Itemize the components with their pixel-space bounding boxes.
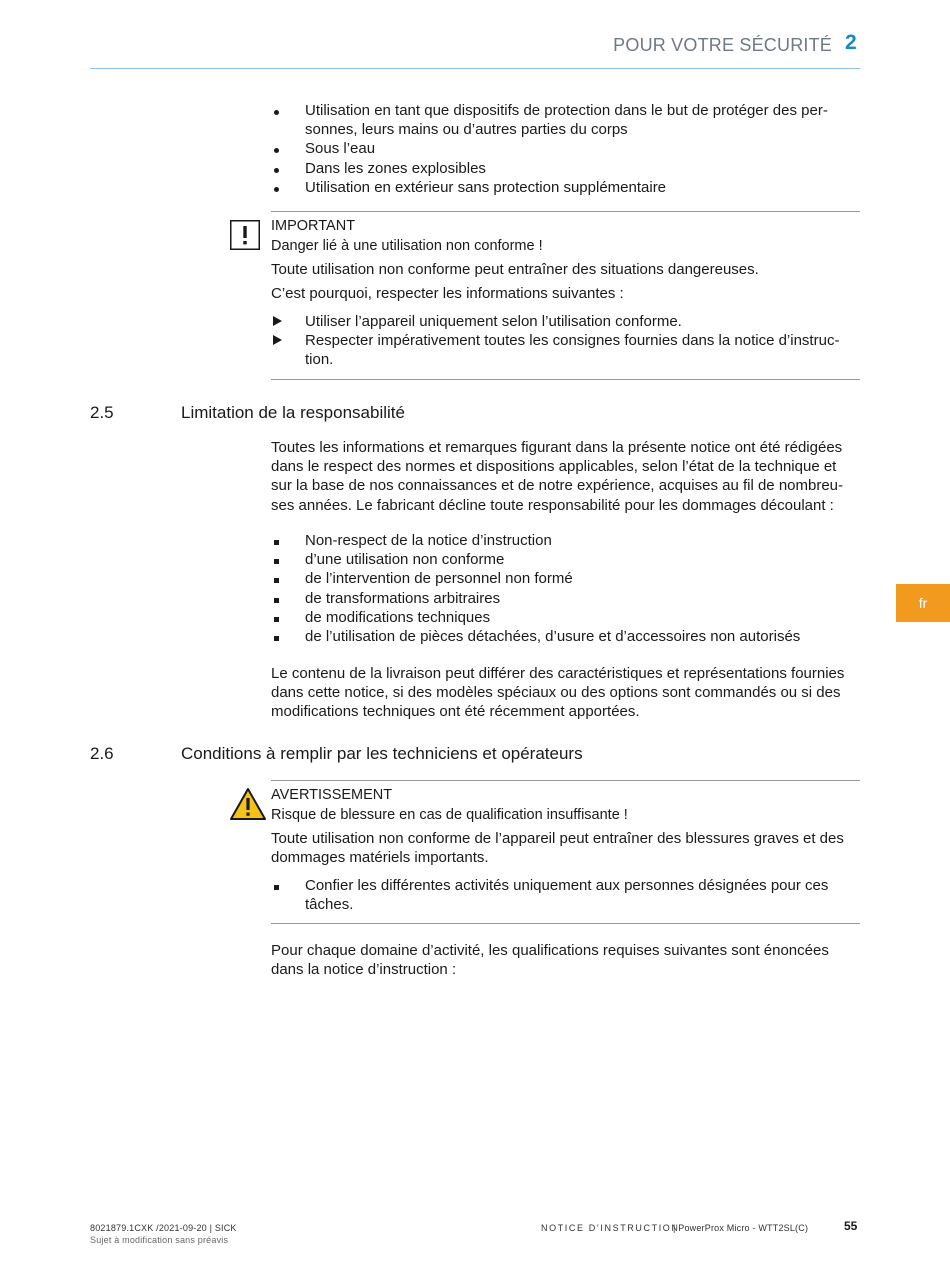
action-item-continuation: tion. xyxy=(305,351,334,369)
warning-triangle-icon xyxy=(229,787,267,821)
list-item: Utilisation en tant que dispositifs de protection dans le but de protéger des per- xyxy=(271,101,861,120)
warning-subtitle: Risque de blessure en cas de qualification insuffisante ! xyxy=(271,807,628,823)
action-item: Respecter impérativement toutes les consignes fournies dans la notice d’instruc- xyxy=(271,331,861,350)
warning-bottom-rule xyxy=(271,923,860,924)
warning-text: Toute utilisation non conforme de l’appareil peut entraîner des blessures graves et des dommages matériels importants. xyxy=(271,830,844,867)
section-outro: Le contenu de la livraison peut différer des caractéristiques et représentations fournies dans cette notice, si des modèles spéciaux ou des options sont commandés ou si des modifications techniques ont été récemment apportées. xyxy=(271,665,845,721)
list-item: de transformations arbitraires xyxy=(271,589,861,608)
warning-top-rule xyxy=(271,780,860,781)
list-item: de l’utilisation de pièces détachées, d’usure et d’accessoires non autorisés xyxy=(271,627,861,646)
liability-list xyxy=(271,531,861,646)
notice-subtitle: Danger lié à une utilisation non conforme ! xyxy=(271,238,543,254)
notice-bottom-rule xyxy=(271,379,860,380)
list-item: Sous l’eau xyxy=(271,139,861,158)
list-item-continuation: tâches. xyxy=(305,896,354,914)
section-outro: Pour chaque domaine d’activité, les qualifications requises suivantes sont énoncées dans la notice d’instruction : xyxy=(271,942,829,979)
action-item: Utiliser l’appareil uniquement selon l’utilisation conforme. xyxy=(271,312,861,331)
section-intro: Toutes les informations et remarques figurant dans la présente notice ont été rédigées dans le respect des normes et dispositions applicables, selon l’état de la technique et sur la base de nos connaissances et de notre expérience, acquises au fil de nombreu- ses années. Le fabricant décline toute responsabilité pour les dommages découlant : xyxy=(271,439,844,514)
list-item: Confier les différentes activités uniquement aux personnes désignées pour ces xyxy=(271,876,861,895)
list-item: Dans les zones explosibles xyxy=(271,159,861,178)
section-number: 2.5 xyxy=(90,403,114,422)
running-header-title: POUR VOTRE SÉCURITÉ xyxy=(613,35,832,55)
footer-disclaimer: Sujet à modification sans préavis xyxy=(90,1235,229,1245)
footer-product: | PowerProx Micro - WTT2SL(C) xyxy=(673,1223,809,1233)
notice-text: C’est pourquoi, respecter les informations suivantes : xyxy=(271,285,624,302)
language-tab[interactable]: fr xyxy=(896,584,950,622)
list-item: de modifications techniques xyxy=(271,608,861,627)
warning-title: AVERTISSEMENT xyxy=(271,787,393,803)
chapter-number: 2 xyxy=(845,31,857,54)
action-list xyxy=(271,312,861,370)
notice-top-rule xyxy=(271,211,860,212)
section-title: Conditions à remplir par les techniciens et opérateurs xyxy=(181,744,583,763)
notice-text: Toute utilisation non conforme peut entraîner des situations dangereuses. xyxy=(271,261,759,278)
page-number: 55 xyxy=(844,1219,858,1233)
list-item: Non-respect de la notice d’instruction xyxy=(271,531,861,550)
list-item-continuation: sonnes, leurs mains ou d’autres parties du corps xyxy=(305,121,628,139)
important-icon xyxy=(230,220,260,250)
footer-doc-type: NOTICE D’INSTRUCTION xyxy=(541,1223,680,1233)
section-number: 2.6 xyxy=(90,744,114,763)
usage-restrictions-list xyxy=(271,101,861,197)
list-item: Utilisation en extérieur sans protection supplémentaire xyxy=(271,178,861,197)
section-title: Limitation de la responsabilité xyxy=(181,403,405,422)
list-item: de l’intervention de personnel non formé xyxy=(271,569,861,588)
footer-doc-id: 8021879.1CXK /2021-09-20 | SICK xyxy=(90,1223,237,1233)
warning-list xyxy=(271,876,861,914)
list-item: d’une utilisation non conforme xyxy=(271,550,861,569)
notice-title: IMPORTANT xyxy=(271,218,356,234)
header-divider xyxy=(90,68,860,69)
